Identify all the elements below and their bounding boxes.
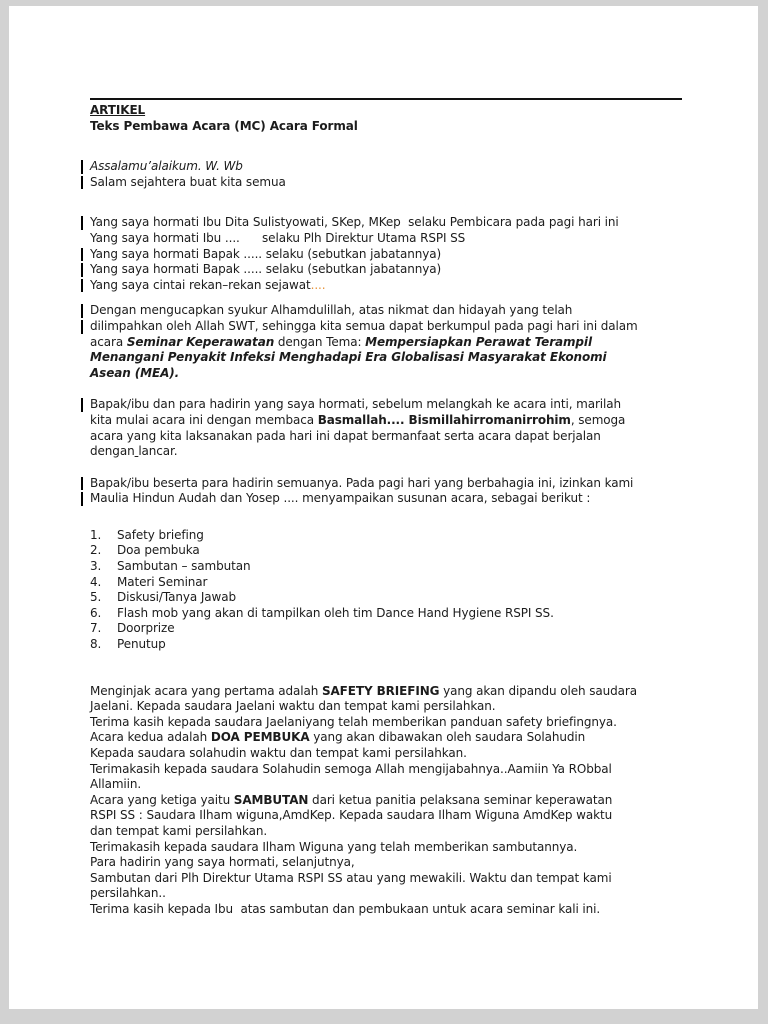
list-number: 5.	[90, 590, 102, 605]
text-run: dengan Tema:	[274, 334, 366, 349]
text-run: Menangani Penyakit Infeksi Menghadapi Era Globalisasi Masyarakat Ekonomi	[90, 350, 607, 365]
text-run: Dengan mengucapkan syukur Alhamdulillah, atas nikmat dan hidayah yang telah	[90, 303, 573, 318]
text-line	[90, 444, 708, 460]
text-line	[90, 429, 708, 445]
list-text	[117, 606, 554, 622]
text-line	[90, 350, 708, 366]
text-run: RSPI SS : Saudara Ilham wiguna,AmdKep. Kepada saudara Ilham Wiguna AmdKep waktu	[90, 808, 613, 823]
text-run: Kepada saudara solahudin waktu dan tempat kami persilahkan.	[90, 746, 467, 760]
list-item	[90, 543, 708, 559]
text-line	[90, 902, 708, 918]
list-item	[90, 590, 708, 606]
text-run: dan tempat kami persilahkan.	[90, 823, 268, 838]
text-run: DOA PEMBUKA	[210, 730, 310, 745]
list-number: 2.	[90, 543, 102, 558]
text-run: yang akan dibawakan oleh saudara Solahudin	[309, 730, 586, 745]
text-run: Teks Pembawa Acara (MC) Acara Formal	[90, 118, 358, 133]
text-run: Acara kedua adalah	[90, 730, 211, 745]
text-line	[90, 159, 708, 175]
text-line	[90, 476, 708, 492]
basmallah-paragraph	[90, 397, 708, 459]
text-run: Terima kasih kepada Ibu atas sambutan dan pembukaan untuk acara seminar kali ini.	[90, 901, 601, 916]
list-text	[117, 528, 204, 544]
text-run: , semoga	[570, 412, 626, 427]
text-run: persilahkan..	[90, 886, 166, 901]
text-run: Sambutan dari Plh Direktur Utama RSPI SS atau yang mewakili. Waktu dan tempat kami	[90, 870, 612, 885]
text-line	[90, 262, 708, 278]
list-item	[90, 621, 708, 637]
text-line	[90, 103, 708, 119]
text-line	[90, 335, 708, 351]
text-run: SAFETY BRIEFING	[321, 683, 440, 698]
text-line	[90, 491, 708, 507]
document-content	[90, 98, 708, 918]
text-run: ....	[310, 277, 326, 292]
list-number: 8.	[90, 637, 102, 652]
agenda-list	[90, 528, 708, 653]
text-run: Yang saya hormati Ibu .... selaku Plh Direktur Utama RSPI SS	[90, 230, 466, 245]
text-line	[90, 855, 708, 871]
list-number: 6.	[90, 605, 102, 620]
text-run: Menginjak acara yang pertama adalah	[90, 683, 322, 698]
event-rundown	[90, 684, 708, 918]
text-line	[90, 215, 708, 231]
text-line	[90, 119, 708, 135]
text-line	[90, 684, 708, 700]
text-run: SAMBUTAN	[233, 792, 309, 807]
text-line	[90, 231, 708, 247]
list-text	[117, 637, 166, 653]
text-run: kita mulai acara ini dengan membaca	[90, 412, 318, 427]
text-line	[90, 699, 708, 715]
text-run: Safety briefing	[117, 527, 204, 542]
text-line	[90, 413, 708, 429]
text-run: Mempersiapkan Perawat Terampil	[365, 334, 592, 349]
text-run: Salam sejahtera buat kita semua	[90, 174, 286, 189]
text-line	[90, 278, 708, 294]
list-item	[90, 606, 708, 622]
list-item	[90, 528, 708, 544]
text-line	[90, 715, 708, 731]
text-run: dilimpahkan oleh Allah SWT, sehingga kita semua dapat berkumpul pada pagi hari ini dalam	[90, 318, 638, 333]
text-run: Yang saya hormati Bapak ..... selaku (sebutkan jabatannya)	[90, 246, 442, 261]
text-line	[90, 871, 708, 887]
text-run: Bapak/ibu dan para hadirin yang saya hormati, sebelum melangkah ke acara inti, marilah	[90, 397, 622, 412]
text-run: Doorprize	[117, 621, 175, 636]
text-run: Asean (MEA).	[90, 365, 180, 380]
text-run: Materi Seminar	[117, 574, 208, 589]
article-label	[90, 103, 708, 119]
list-text	[117, 543, 200, 559]
text-run: Terimakasih kepada saudara Ilham Wiguna yang telah memberikan sambutannya.	[90, 839, 578, 854]
text-run: Yang saya hormati Bapak ..... selaku (sebutkan jabatannya)	[90, 262, 442, 277]
text-run: acara	[90, 334, 127, 349]
text-run: Seminar Keperawatan	[126, 334, 275, 349]
text-run: lancar.	[138, 444, 178, 459]
text-run: Terima kasih kepada saudara Jaelaniyang telah memberikan panduan safety briefingnya.	[90, 714, 617, 729]
text-line	[90, 777, 708, 793]
text-run: Assalamu’alaikum. W. Wb	[90, 159, 243, 174]
text-run: Yang saya hormati Ibu Dita Sulistyowati, SKep, MKep selaku Pembicara pada pagi hari ini	[90, 215, 619, 230]
text-run: ARTIKEL	[90, 103, 146, 117]
text-run: Terimakasih kepada saudara Solahudin semoga Allah mengijabahnya..Aamiin Ya RObbal	[90, 761, 612, 776]
text-run: Yang saya cintai rekan–rekan sejawat	[90, 277, 311, 292]
text-line	[90, 397, 708, 413]
list-item	[90, 575, 708, 591]
text-run: Penutup	[117, 637, 166, 652]
text-run: Flash mob yang akan di tampilkan oleh tim Dance Hand Hygiene RSPI SS.	[117, 605, 554, 620]
list-number: 7.	[90, 621, 102, 636]
list-item	[90, 637, 708, 653]
text-line	[90, 793, 708, 809]
text-line	[90, 303, 708, 319]
text-line	[90, 886, 708, 902]
text-line	[90, 247, 708, 263]
text-line	[90, 175, 708, 191]
list-item	[90, 559, 708, 575]
salutations	[90, 215, 708, 293]
greeting	[90, 159, 708, 190]
text-line	[90, 840, 708, 856]
agenda-intro	[90, 476, 708, 507]
text-run: Jaelani. Kepada saudara Jaelani waktu dan tempat kami persilahkan.	[90, 699, 496, 714]
text-run: Doa pembuka	[117, 543, 200, 558]
document-page	[9, 6, 758, 1009]
text-line	[90, 746, 708, 762]
top-rule	[90, 98, 682, 100]
text-line	[90, 762, 708, 778]
list-number: 4.	[90, 574, 102, 589]
text-run: Diskusi/Tanya Jawab	[117, 590, 236, 605]
text-run: dengan	[90, 444, 135, 459]
list-text	[117, 559, 250, 575]
text-run: Maulia Hindun Audah dan Yosep .... menyampaikan susunan acara, sebagai berikut :	[90, 491, 591, 506]
text-run: acara yang kita laksanakan pada hari ini dapat bermanfaat serta acara dapat berjalan	[90, 428, 601, 443]
text-run: Allamiin.	[90, 777, 142, 792]
text-line	[90, 366, 708, 382]
text-run: yang akan dipandu oleh saudara	[439, 683, 638, 698]
opening-paragraph	[90, 303, 708, 381]
text-run: Para hadirin yang saya hormati, selanjutnya,	[90, 855, 355, 870]
list-text	[117, 590, 236, 606]
text-run: Acara yang ketiga yaitu	[90, 792, 234, 807]
text-line	[90, 319, 708, 335]
text-run: Sambutan – sambutan	[117, 559, 251, 574]
list-number: 1.	[90, 527, 102, 542]
text-line	[90, 824, 708, 840]
list-number: 3.	[90, 559, 102, 574]
document-title	[90, 119, 708, 135]
text-run: Bapak/ibu beserta para hadirin semuanya. Pada pagi hari yang berbahagia ini, izinkan kami	[90, 475, 634, 490]
list-text	[117, 621, 175, 637]
text-line	[90, 808, 708, 824]
list-text	[117, 575, 207, 591]
text-line	[90, 730, 708, 746]
text-run: Basmallah.... Bismillahirromanirrohim	[317, 412, 571, 427]
text-run: dari ketua panitia pelaksana seminar keperawatan	[308, 792, 613, 807]
